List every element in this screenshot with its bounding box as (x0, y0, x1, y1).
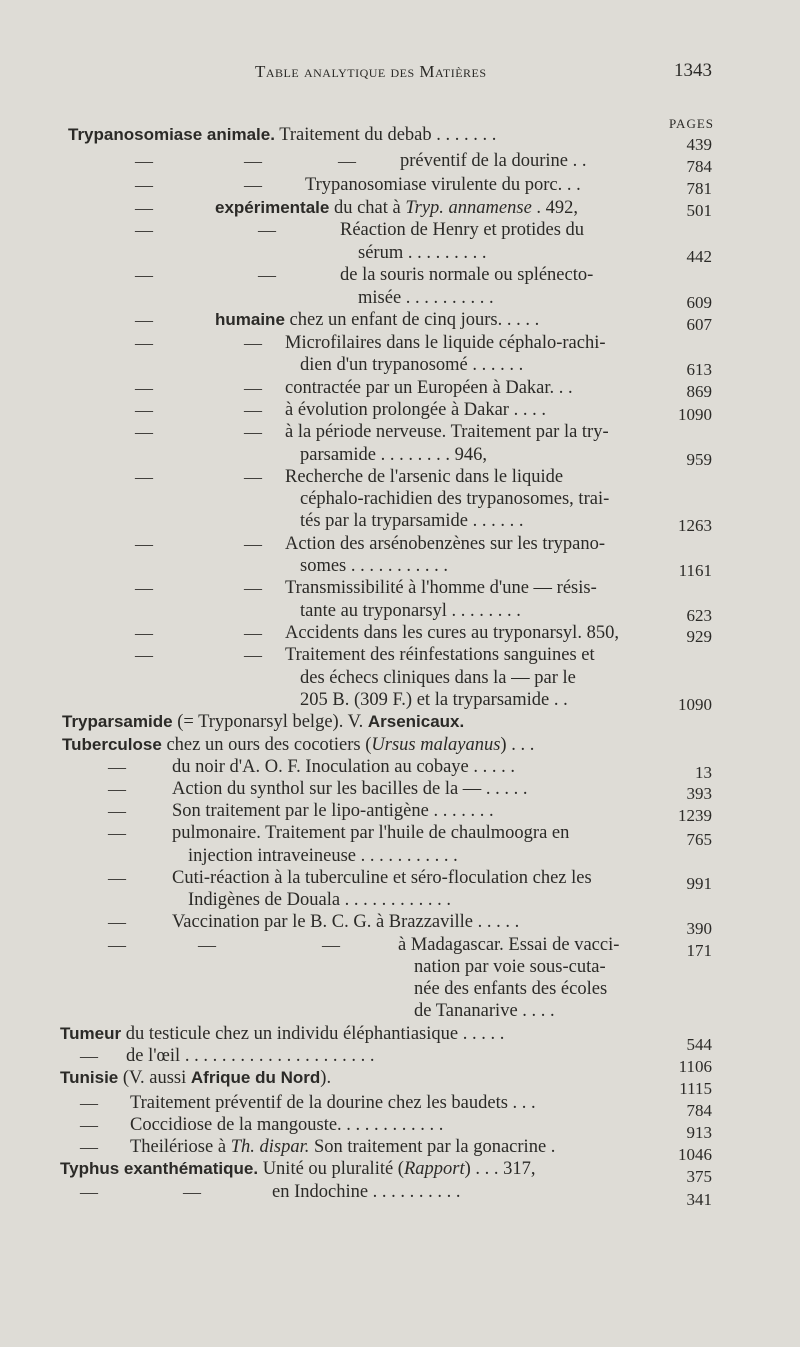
index-text: Transmissibilité à l'homme d'une — résis- (285, 578, 597, 598)
index-line (285, 377, 573, 399)
index-line (285, 399, 546, 421)
index-line (130, 1092, 536, 1114)
index-line (62, 734, 534, 756)
index-text: de Tananarive . . . . (414, 1001, 555, 1021)
ditto-dash: — (135, 534, 153, 554)
index-text: Ursus malayanus (371, 735, 501, 755)
index-line (188, 889, 451, 911)
index-headword: Tryparsamide (62, 712, 173, 731)
index-headword: Trypanosomiase animale. (68, 125, 275, 144)
index-text: Action du synthol sur les bacilles de la — . . . . . (172, 779, 528, 799)
ditto-dash: — (338, 151, 356, 171)
ditto-dash: — (244, 333, 262, 353)
index-headword: expérimentale (215, 198, 330, 217)
index-text: Trypanosomiase virulente du porc. . . (305, 175, 581, 195)
index-text: à Madagascar. Essai de vacci- (398, 935, 620, 955)
ditto-dash: — (135, 467, 153, 487)
page-reference: 781 (686, 179, 712, 198)
ditto-dash: — (244, 175, 262, 195)
page-reference: 607 (686, 315, 712, 334)
ditto-dash: — (244, 534, 262, 554)
index-text: Tryp. annamense (405, 198, 532, 218)
index-line (300, 510, 523, 532)
index-text: à la période nerveuse. Traitement par la try- (285, 422, 609, 442)
index-text: Réaction de Henry et protides du (340, 220, 585, 240)
page-reference: 1106 (678, 1057, 712, 1076)
index-line (414, 956, 606, 978)
page-reference: 765 (686, 830, 712, 849)
index-line (130, 1136, 555, 1158)
page-number: 1343 (674, 60, 712, 81)
index-line (300, 689, 568, 711)
index-text: Microfilaires dans le liquide céphalo-rachi- (285, 333, 606, 353)
page-reference: 1263 (678, 516, 712, 535)
index-text: Traitement des réinfestations sanguines et (285, 645, 595, 665)
ditto-dash: — (135, 645, 153, 665)
index-text: (V. aussi (118, 1068, 191, 1088)
page-reference: 393 (686, 784, 712, 803)
index-line (300, 354, 523, 376)
ditto-dash: — (108, 757, 126, 777)
ditto-dash: — (80, 1046, 98, 1066)
index-text: (= Tryponarsyl belge). V. (172, 712, 368, 732)
page-reference: 13 (695, 763, 712, 782)
ditto-dash: — (244, 378, 262, 398)
pages-column-heading: PAGES (669, 116, 714, 131)
index-line (414, 978, 607, 1000)
index-line (300, 488, 609, 510)
ditto-dash: — (135, 175, 153, 195)
page-reference: 375 (686, 1167, 712, 1186)
index-text: Cuti-réaction à la tuberculine et séro-floculation chez les (172, 868, 592, 888)
page-reference: 544 (686, 1035, 712, 1054)
ditto-dash: — (258, 220, 276, 240)
ditto-dash: — (108, 912, 126, 932)
index-line (215, 309, 539, 331)
index-text: Th. dispar. (230, 1137, 310, 1157)
index-line (414, 1000, 555, 1022)
index-line (300, 667, 576, 689)
page-reference: 1115 (679, 1079, 712, 1098)
index-text: pulmonaire. Traitement par l'huile de chaulmoogra en (172, 823, 570, 843)
page-reference: 869 (686, 382, 712, 401)
index-text: contractée par un Européen à Dakar. . . (285, 378, 573, 398)
index-text: du testicule chez un individu éléphantiasique . . . . . (121, 1024, 505, 1044)
page-reference: 341 (686, 1190, 712, 1209)
index-line (172, 800, 494, 822)
ditto-dash: — (244, 578, 262, 598)
page-reference: 390 (686, 919, 712, 938)
index-text: Son traitement par la gonacrine . (309, 1137, 556, 1157)
index-headword: Typhus exanthématique. (60, 1159, 259, 1178)
ditto-dash: — (244, 467, 262, 487)
index-text: chez un ours des cocotiers ( (161, 735, 372, 755)
ditto-dash: — (80, 1115, 98, 1135)
index-headword: Tumeur (60, 1024, 122, 1043)
index-text: Traitement préventif de la dourine chez les baudets . . . (130, 1093, 536, 1113)
page-reference: 929 (686, 627, 712, 646)
index-text: Unité ou pluralité ( (258, 1159, 404, 1179)
page-reference: 609 (686, 293, 712, 312)
ditto-dash: — (135, 151, 153, 171)
ditto-dash: — (135, 198, 153, 218)
page-reference: 1090 (678, 695, 712, 714)
index-line (215, 197, 578, 219)
ditto-dash: — (135, 220, 153, 240)
running-header: Table analytique des Matières (255, 62, 487, 81)
index-line (60, 1158, 536, 1180)
index-text: du chat à (329, 198, 406, 218)
index-text: Coccidiose de la mangouste. . . . . . . . . . . . (130, 1115, 444, 1135)
index-text: de la souris normale ou splénecto- (340, 265, 594, 285)
index-text: sérum . . . . . . . . . (358, 243, 487, 263)
index-line (398, 934, 619, 956)
ditto-dash: — (244, 400, 262, 420)
ditto-dash: — (80, 1137, 98, 1157)
index-text: Rapport (403, 1159, 465, 1179)
index-text: tante au tryponarsyl . . . . . . . . (300, 601, 521, 621)
ditto-dash: — (135, 378, 153, 398)
ditto-dash: — (80, 1093, 98, 1113)
index-line (358, 242, 486, 264)
index-text: . 492, (531, 198, 579, 218)
index-headword: Tunisie (60, 1068, 119, 1087)
index-line (285, 644, 595, 666)
index-text: en Indochine . . . . . . . . . . (272, 1182, 461, 1202)
ditto-dash: — (135, 310, 153, 330)
ditto-dash: — (108, 868, 126, 888)
index-line (305, 174, 581, 196)
page-reference: 442 (686, 247, 712, 266)
page-reference: 913 (686, 1123, 712, 1142)
index-text: injection intraveineuse . . . . . . . . . . . (188, 846, 458, 866)
page-reference: 1239 (678, 806, 712, 825)
index-text: céphalo-rachidien des trypanosomes, trai- (300, 489, 610, 509)
index-text: Accidents dans les cures au tryponarsyl. 850, (285, 623, 619, 643)
index-headword: Arsenicaux. (367, 712, 465, 731)
index-line (300, 555, 448, 577)
index-line (172, 867, 592, 889)
index-text: des échecs cliniques dans la — par le (300, 668, 576, 688)
index-line (68, 124, 496, 146)
ditto-dash: — (244, 645, 262, 665)
index-line (272, 1181, 461, 1203)
ditto-dash: — (135, 400, 153, 420)
page-reference: 1046 (678, 1145, 712, 1164)
ditto-dash: — (135, 422, 153, 442)
index-line (400, 150, 586, 172)
ditto-dash: — (244, 623, 262, 643)
index-text: dien d'un trypanosomé . . . . . . (300, 355, 524, 375)
ditto-dash: — (108, 823, 126, 843)
index-text: somes . . . . . . . . . . . (300, 556, 448, 576)
index-text: tés par la tryparsamide . . . . . . (300, 511, 524, 531)
page-reference: 171 (686, 941, 712, 960)
index-line (130, 1114, 443, 1136)
ditto-dash: — (135, 333, 153, 353)
ditto-dash: — (258, 265, 276, 285)
index-text: nation par voie sous-cuta- (414, 957, 606, 977)
index-line (172, 822, 569, 844)
ditto-dash: — (244, 151, 262, 171)
index-line (285, 577, 597, 599)
page-reference: 784 (686, 157, 712, 176)
index-line (285, 533, 605, 555)
ditto-dash: — (108, 935, 126, 955)
index-line (60, 1067, 331, 1089)
index-line (62, 711, 464, 733)
index-text: 205 B. (309 F.) et la tryparsamide . . (300, 690, 568, 710)
index-text: née des enfants des écoles (414, 979, 608, 999)
index-line (300, 444, 487, 466)
ditto-dash: — (135, 578, 153, 598)
page-reference: 991 (686, 874, 712, 893)
page-reference: 439 (686, 135, 712, 154)
index-text: Theilériose à (130, 1137, 231, 1157)
ditto-dash: — (244, 422, 262, 442)
index-line (172, 778, 528, 800)
index-line (60, 1023, 504, 1045)
index-text: parsamide . . . . . . . . 946, (300, 445, 488, 465)
index-text: à évolution prolongée à Dakar . . . . (285, 400, 546, 420)
index-line (285, 466, 563, 488)
ditto-dash: — (183, 1182, 201, 1202)
index-line (285, 332, 606, 354)
index-line (172, 756, 515, 778)
ditto-dash: — (108, 801, 126, 821)
page-reference: 623 (686, 606, 712, 625)
index-text: chez un enfant de cinq jours. . . . . (284, 310, 540, 330)
index-text: ) . . . (500, 735, 535, 755)
page-reference: 784 (686, 1101, 712, 1120)
page-reference: 1161 (678, 561, 712, 580)
index-line (340, 219, 584, 241)
index-text: Traitement du debab . . . . . . . (274, 125, 497, 145)
index-text: du noir d'A. O. F. Inoculation au cobaye . . . . . (172, 757, 516, 777)
index-text: préventif de la dourine . . (400, 151, 587, 171)
ditto-dash: — (322, 935, 340, 955)
index-line (172, 911, 519, 933)
index-headword: Tuberculose (62, 735, 162, 754)
index-text: ) . . . 317, (464, 1159, 536, 1179)
ditto-dash: — (198, 935, 216, 955)
page-reference: 613 (686, 360, 712, 379)
index-line (126, 1045, 374, 1067)
ditto-dash: — (80, 1182, 98, 1202)
ditto-dash: — (135, 265, 153, 285)
index-text: ). (320, 1068, 332, 1088)
ditto-dash: — (108, 779, 126, 799)
page-reference: 1090 (678, 405, 712, 424)
index-line (285, 622, 619, 644)
index-headword: Afrique du Nord (190, 1068, 321, 1087)
index-line (188, 845, 458, 867)
index-line (285, 421, 609, 443)
index-line (340, 264, 593, 286)
index-text: Recherche de l'arsenic dans le liquide (285, 467, 564, 487)
page-reference: 959 (686, 450, 712, 469)
index-text: de l'œil . . . . . . . . . . . . . . . . . . . . . (126, 1046, 375, 1066)
ditto-dash: — (135, 623, 153, 643)
index-text: Action des arsénobenzènes sur les trypano- (285, 534, 606, 554)
index-line (358, 287, 494, 309)
index-text: misée . . . . . . . . . . (358, 288, 494, 308)
index-text: Son traitement par le lipo-antigène . . . . . . . (172, 801, 494, 821)
index-headword: humaine (215, 310, 285, 329)
index-line (300, 600, 521, 622)
index-text: Indigènes de Douala . . . . . . . . . . . . (188, 890, 452, 910)
index-text: Vaccination par le B. C. G. à Brazzaville . . . . . (172, 912, 520, 932)
page-reference: 501 (686, 201, 712, 220)
